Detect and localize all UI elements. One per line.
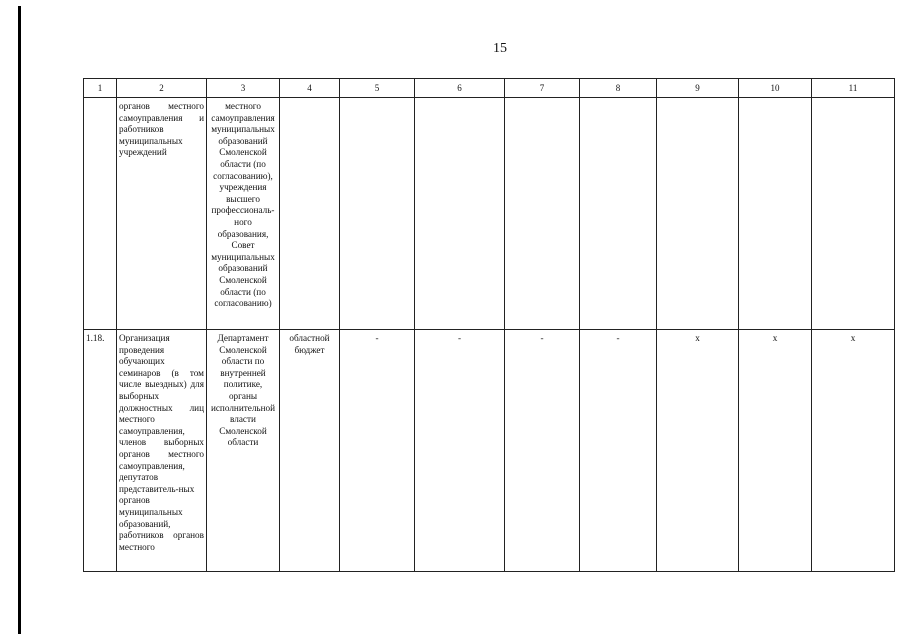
column-header: 9 xyxy=(657,79,739,98)
value-col-11 xyxy=(812,98,895,330)
executor: Департамент Смоленской области по внутренней политике, органы исполнительной власти Смоленской области xyxy=(207,330,280,572)
executor: местного самоуправления муниципальных образований Смоленской области (по согласованию), учреждения высшего профессиональ-ного образования, Совет муниципальных образований Смоленской области (по согласованию) xyxy=(207,98,280,330)
value-col-9 xyxy=(657,98,739,330)
funding-source xyxy=(280,98,340,330)
row-number: 1.18. xyxy=(84,330,117,572)
table-row xyxy=(84,330,895,572)
value-col-10: х xyxy=(739,330,812,572)
activity-name: органов местного самоуправления и работников муниципальных учреждений xyxy=(117,98,207,330)
column-header: 10 xyxy=(739,79,812,98)
value-col-9: х xyxy=(657,330,739,572)
column-header: 11 xyxy=(812,79,895,98)
row-number xyxy=(84,98,117,330)
value-col-5 xyxy=(340,98,415,330)
column-header: 7 xyxy=(505,79,580,98)
activity-name: Организация проведения обучающих семинаров (в том числе выездных) для выборных должностных лиц местного самоуправления, членов выборных органов местного самоуправления, депутатов представитель-ных органов муниципальных образований, работников органов местного xyxy=(117,330,207,572)
column-header: 2 xyxy=(117,79,207,98)
value-col-7 xyxy=(505,98,580,330)
column-header: 4 xyxy=(280,79,340,98)
value-col-5: - xyxy=(340,330,415,572)
column-header: 8 xyxy=(580,79,657,98)
value-col-11: х xyxy=(812,330,895,572)
binding-edge xyxy=(18,6,21,634)
value-col-6: - xyxy=(415,330,505,572)
funding-source: областной бюджет xyxy=(280,330,340,572)
column-header: 5 xyxy=(340,79,415,98)
value-col-6 xyxy=(415,98,505,330)
page-number: 15 xyxy=(493,41,507,56)
column-header: 1 xyxy=(84,79,117,98)
column-header: 3 xyxy=(207,79,280,98)
value-col-8 xyxy=(580,98,657,330)
column-header: 6 xyxy=(415,79,505,98)
value-col-10 xyxy=(739,98,812,330)
value-col-7: - xyxy=(505,330,580,572)
program-table xyxy=(83,78,895,572)
value-col-8: - xyxy=(580,330,657,572)
table-row xyxy=(84,98,895,330)
table-header-row xyxy=(84,79,895,98)
